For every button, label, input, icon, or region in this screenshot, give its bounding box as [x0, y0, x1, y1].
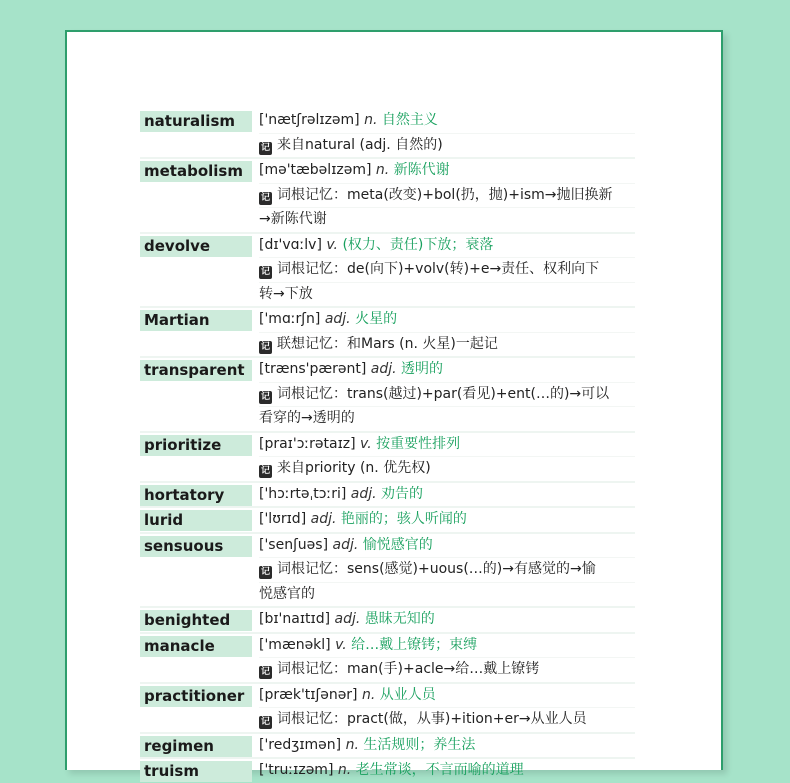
vocab-entry — [140, 532, 635, 607]
vocab-entry — [140, 632, 635, 682]
vocab-entry — [140, 356, 635, 431]
memory-note: 转→下放 — [259, 285, 313, 302]
part-of-speech: n. — [364, 112, 378, 128]
memory-icon: 记 — [260, 667, 270, 677]
memory-note-line — [259, 582, 635, 607]
vocabulary-list — [140, 109, 635, 783]
vocab-entry — [140, 431, 635, 481]
headword: devolve — [140, 236, 252, 257]
headword: manacle — [140, 636, 252, 657]
meaning: (权力、责任)下放；衰落 — [342, 236, 494, 253]
headword: truism — [140, 761, 252, 782]
memory-note-line — [259, 183, 635, 208]
vocab-entry — [140, 682, 635, 732]
phonetic: [dɪ'vɑːlv] — [259, 236, 322, 253]
memory-icon: 记 — [260, 567, 270, 577]
phonetic: ['nætʃrəlɪzəm] — [259, 112, 360, 128]
vocab-entry — [140, 306, 635, 356]
meaning: 愉悦感官的 — [362, 536, 433, 553]
meaning: 自然主义 — [381, 112, 438, 128]
phonetic: [træns'pærənt] — [259, 361, 367, 377]
definition-line — [259, 433, 635, 457]
part-of-speech: adj. — [334, 611, 361, 627]
headword: naturalism — [140, 111, 252, 132]
headword: metabolism — [140, 161, 252, 182]
memory-icon: 记 — [260, 142, 270, 153]
memory-note: 悦感官的 — [259, 585, 315, 602]
headword: Martian — [140, 310, 252, 331]
part-of-speech: n. — [361, 686, 376, 703]
definition-line — [259, 358, 635, 382]
part-of-speech: v. — [335, 636, 347, 653]
meaning: 按重要性排列 — [376, 435, 461, 452]
definition-line — [259, 684, 635, 708]
part-of-speech: adj. — [370, 361, 397, 377]
entry-detail — [259, 358, 635, 431]
phonetic: ['redʒɪmən] — [259, 736, 342, 753]
memory-note-line — [259, 133, 635, 158]
entry-detail — [259, 734, 635, 758]
meaning: 给…戴上镣铐；束缚 — [351, 636, 478, 653]
entry-detail — [259, 684, 635, 732]
headword: hortatory — [140, 485, 252, 506]
meaning: 老生常谈，不言而喻的道理 — [355, 762, 524, 778]
meaning: 从业人员 — [379, 686, 436, 703]
headword: prioritize — [140, 435, 252, 456]
part-of-speech: n. — [375, 162, 390, 178]
memory-note-line — [259, 282, 635, 307]
definition-line — [259, 234, 635, 258]
memory-icon: 记 — [260, 267, 270, 277]
entry-detail — [259, 534, 635, 607]
memory-note: 词根记忆：sens(感觉)+uous(…的)→有感觉的→愉 — [277, 561, 596, 577]
definition-line — [259, 159, 635, 183]
vocab-entry — [140, 757, 635, 783]
phonetic: ['lʊrɪd] — [259, 511, 307, 527]
memory-note-line — [259, 382, 635, 407]
vocab-entry — [140, 232, 635, 307]
memory-note: 词根记忆：pract(做，从事)+ition+er→从业人员 — [277, 711, 587, 727]
entry-detail — [259, 483, 635, 507]
vocab-entry — [140, 109, 635, 157]
headword: transparent — [140, 360, 252, 381]
meaning: 透明的 — [401, 361, 444, 377]
phonetic: [præk'tɪʃənər] — [259, 686, 358, 703]
memory-icon: 记 — [260, 466, 270, 476]
entry-detail — [259, 508, 635, 532]
definition-line — [259, 608, 635, 632]
definition-line — [259, 308, 635, 332]
part-of-speech: adj. — [350, 485, 377, 502]
definition-line — [259, 483, 635, 507]
part-of-speech: adj. — [332, 536, 359, 553]
memory-note: →新陈代谢 — [259, 211, 327, 227]
vocab-entry — [140, 506, 635, 532]
book-page — [65, 30, 723, 780]
part-of-speech: v. — [360, 435, 372, 452]
memory-note-line — [259, 207, 635, 232]
entry-detail — [259, 159, 635, 232]
entry-detail — [259, 308, 635, 356]
memory-note: 词根记忆：man(手)+acle→给…戴上镣铐 — [277, 661, 540, 677]
phonetic: [bɪ'naɪtɪd] — [259, 611, 331, 627]
definition-line — [259, 508, 635, 532]
memory-note: 来自priority (n. 优先权) — [277, 460, 431, 476]
definition-line — [259, 759, 635, 783]
phonetic: ['hɔːrtəˌtɔːri] — [259, 485, 347, 502]
memory-icon: 记 — [260, 192, 270, 203]
memory-note-line — [259, 557, 635, 582]
phonetic: [praɪ'ɔːrətaɪz] — [259, 435, 356, 452]
part-of-speech: adj. — [324, 311, 351, 327]
meaning: 愚昧无知的 — [364, 611, 435, 627]
memory-note: 词根记忆：trans(越过)+par(看见)+ent(…的)→可以 — [277, 385, 610, 402]
vocab-entry — [140, 732, 635, 758]
meaning: 劝告的 — [381, 485, 424, 502]
memory-icon: 记 — [260, 717, 270, 727]
memory-note-line — [259, 657, 635, 682]
part-of-speech: adj. — [310, 511, 337, 527]
phonetic: ['mɑːrʃn] — [259, 311, 321, 327]
memory-note-line — [259, 332, 635, 357]
entry-detail — [259, 759, 635, 783]
definition-line — [259, 109, 635, 133]
meaning: 艳丽的；骇人听闻的 — [340, 511, 467, 527]
memory-note: 词根记忆：de(向下)+volv(转)+e→责任、权利向下 — [277, 261, 600, 277]
meaning: 新陈代谢 — [393, 162, 450, 178]
headword: lurid — [140, 510, 252, 531]
memory-note: 联想记忆：和Mars (n. 火星)一起记 — [277, 335, 498, 352]
entry-detail — [259, 608, 635, 632]
definition-line — [259, 734, 635, 758]
headword: benighted — [140, 610, 252, 631]
memory-icon: 记 — [260, 341, 270, 352]
part-of-speech: n. — [345, 736, 359, 753]
vocab-entry — [140, 157, 635, 232]
part-of-speech: n. — [337, 762, 352, 778]
meaning: 生活规则；养生法 — [363, 736, 476, 753]
memory-note: 词根记忆：meta(改变)+bol(扔，抛)+ism→抛旧换新 — [277, 186, 613, 203]
vocab-entry — [140, 481, 635, 507]
entry-detail — [259, 433, 635, 481]
phonetic: ['mænəkl] — [259, 636, 331, 653]
memory-note-line — [259, 406, 635, 431]
entry-detail — [259, 634, 635, 682]
phonetic: ['truːɪzəm] — [259, 762, 334, 778]
memory-icon: 记 — [260, 391, 270, 402]
memory-note-line — [259, 707, 635, 732]
headword: regimen — [140, 736, 252, 757]
meaning: 火星的 — [355, 311, 398, 327]
definition-line — [259, 534, 635, 558]
phonetic: ['senʃuəs] — [259, 536, 329, 553]
vocab-entry — [140, 606, 635, 632]
entry-detail — [259, 234, 635, 307]
part-of-speech: v. — [326, 236, 338, 253]
memory-note-line — [259, 257, 635, 282]
phonetic: [mə'tæbəlɪzəm] — [259, 162, 372, 178]
memory-note: 看穿的→透明的 — [259, 410, 355, 426]
definition-line — [259, 634, 635, 658]
headword: sensuous — [140, 536, 252, 557]
entry-detail — [259, 109, 635, 157]
memory-note-line — [259, 456, 635, 481]
headword: practitioner — [140, 686, 252, 707]
memory-note: 来自natural (adj. 自然的) — [277, 136, 443, 153]
